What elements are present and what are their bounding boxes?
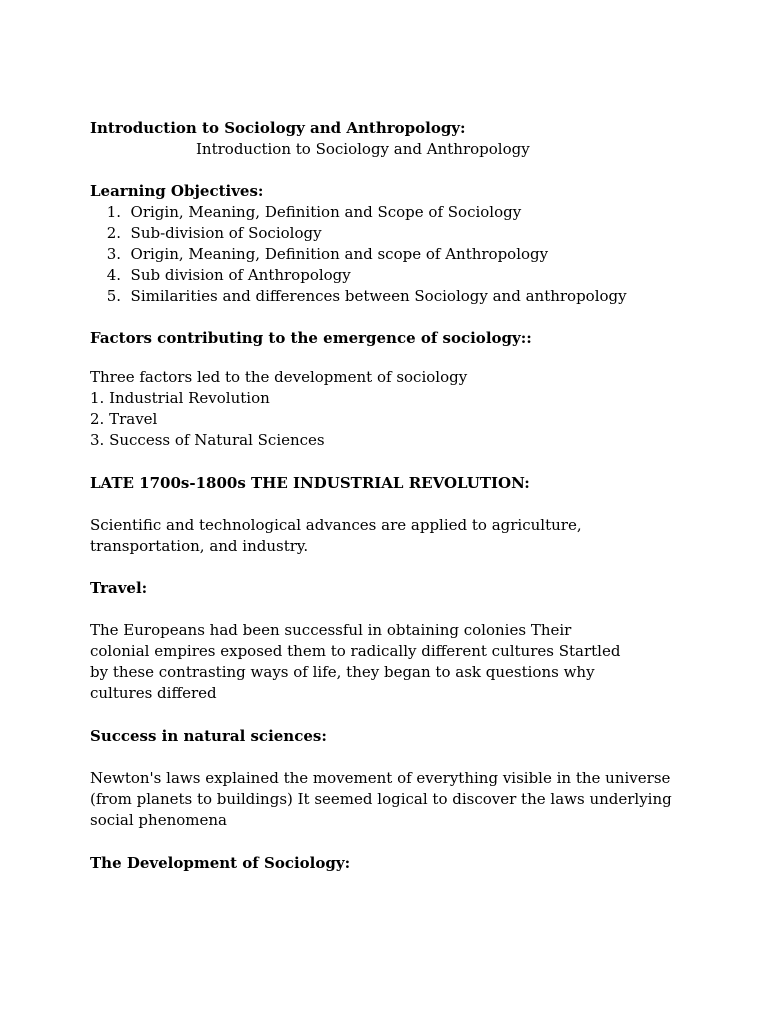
document-body xyxy=(90,118,690,874)
list-item xyxy=(90,202,690,223)
list-item-number: 1. xyxy=(106,203,121,221)
industrial-revolution-heading: LATE 1700s-1800s THE INDUSTRIAL REVOLUTION: xyxy=(90,474,530,492)
list-item-text: Sub-division of Sociology xyxy=(130,224,322,242)
natural-sciences-heading: Success in natural sciences: xyxy=(90,727,327,745)
factors-intro: Three factors led to the development of sociology xyxy=(90,368,468,386)
list-item xyxy=(90,265,690,286)
list-item xyxy=(90,223,690,244)
list-item xyxy=(90,244,690,265)
list-item: 2. Travel xyxy=(90,410,158,428)
objectives-heading: Learning Objectives: xyxy=(90,182,264,200)
list-item-number: 3. xyxy=(106,245,121,263)
list-item: 1. Industrial Revolution xyxy=(90,389,270,407)
list-item-text: Origin, Meaning, Definition and scope of Anthropology xyxy=(130,245,549,263)
list-item xyxy=(90,286,690,307)
list-item-number: 4. xyxy=(106,266,121,284)
travel-text: The Europeans had been successful in obtaining colonies Their colonial empires exposed them to radically different cultures Startled by these contrasting ways of life, they began to ask questions why cultures differed xyxy=(90,621,621,702)
list-item: 3. Success of Natural Sciences xyxy=(90,431,325,449)
list-item-number: 2. xyxy=(106,224,121,242)
travel-heading: Travel: xyxy=(90,579,148,597)
development-heading: The Development of Sociology: xyxy=(90,854,351,872)
list-item-text: Origin, Meaning, Definition and Scope of Sociology xyxy=(130,203,522,221)
natural-sciences-text: Newton's laws explained the movement of everything visible in the universe (from planets to buildings) It seemed logical to discover the laws underlying social phenomena xyxy=(90,769,672,829)
list-item-text: Sub division of Anthropology xyxy=(130,266,351,284)
document-subtitle: Introduction to Sociology and Anthropology xyxy=(196,140,530,158)
factors-list xyxy=(90,367,690,451)
objectives-list xyxy=(90,202,690,307)
list-item-text: Similarities and differences between Sociology and anthropology xyxy=(130,287,627,305)
factors-heading: Factors contributing to the emergence of sociology:: xyxy=(90,329,532,347)
list-item-number: 5. xyxy=(106,287,121,305)
document-title: Introduction to Sociology and Anthropology: xyxy=(90,119,466,137)
industrial-revolution-text: Scientific and technological advances are applied to agriculture, transportation, and industry. xyxy=(90,516,582,555)
